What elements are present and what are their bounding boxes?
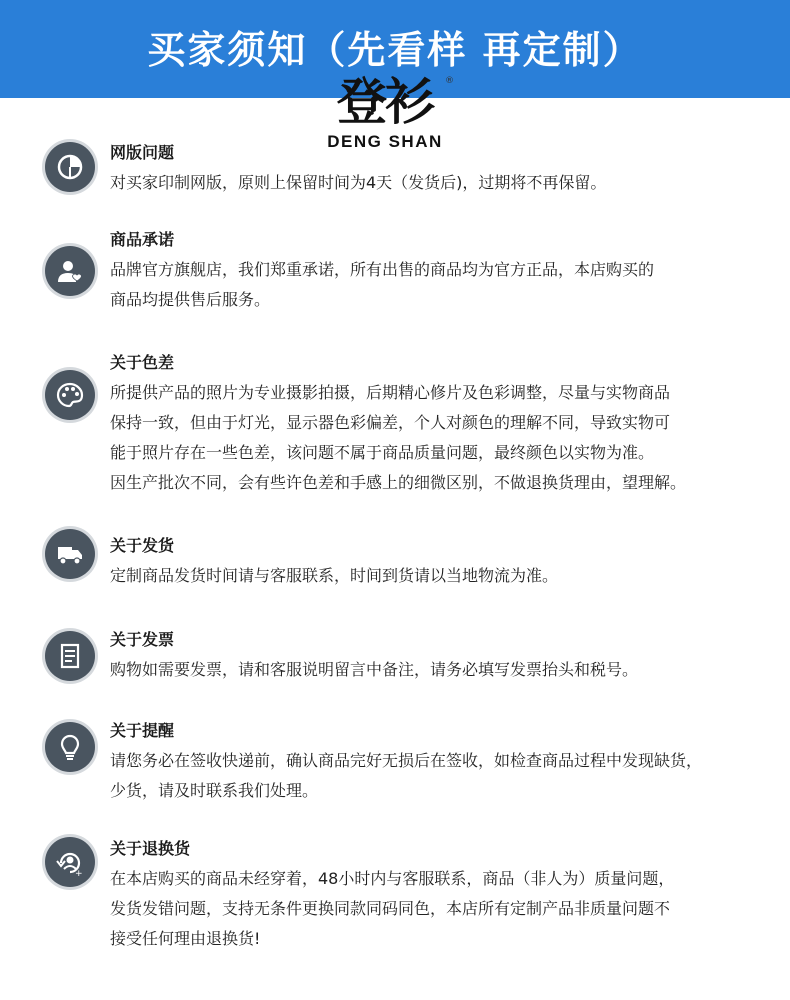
section-title: 关于发票: [110, 630, 175, 649]
svg-text:+: +: [75, 869, 83, 877]
section-text: 商品均提供售后服务。: [110, 290, 271, 309]
truck-icon: [45, 529, 95, 579]
return-service-icon: [45, 837, 95, 887]
section-text: 购物如需要发票，请和客服说明留言中备注，请务必填写发票抬头和税号。: [110, 660, 639, 679]
section-text: 在本店购买的商品未经穿着，48小时内与客服联系，商品（非人为）质量问题，: [110, 869, 675, 888]
lightbulb-icon: [45, 722, 95, 772]
user-heart-icon: [45, 246, 95, 296]
logo-mark: 登衫: [337, 73, 433, 131]
section-text: 保持一致，但由于灯光，显示器色彩偏差，个人对颜色的理解不同，导致实物可: [110, 413, 671, 432]
section-text: 能于照片存在一些色差，该问题不属于商品质量问题，最终颜色以实物为准。: [110, 443, 655, 462]
section-title: 关于发货: [110, 536, 175, 555]
section-title: 商品承诺: [110, 230, 175, 249]
section-title: 关于提醒: [110, 721, 175, 740]
section-title: 关于退换货: [110, 839, 191, 858]
brand-logo: [310, 74, 460, 166]
invoice-icon: [45, 631, 95, 681]
section-title: 关于色差: [110, 353, 175, 372]
film-reel-icon: [45, 142, 95, 192]
logo-brand-name: DENG SHAN: [327, 132, 443, 151]
section-text: 因生产批次不同，会有些许色差和手感上的细微区别，不做退换货理由，望理解。: [110, 473, 687, 492]
section-title: 网版问题: [110, 143, 175, 162]
section-text: 请您务必在签收快递前，确认商品完好无损后在签收，如检查商品过程中发现缺货，: [110, 751, 703, 770]
registered-mark: ®: [445, 76, 454, 86]
section-text: 对买家印制网版，原则上保留时间为4天（发货后)，过期将不再保留。: [110, 173, 607, 192]
page-title: 买家须知（先看样 再定制）: [147, 27, 643, 72]
section-text: 接受任何理由退换货!: [110, 929, 261, 948]
section-text: 品牌官方旗舰店，我们郑重承诺，所有出售的商品均为官方正品，本店购买的: [110, 260, 655, 279]
section-text: 定制商品发货时间请与客服联系，时间到货请以当地物流为准。: [110, 566, 559, 585]
section-text: 少货，请及时联系我们处理。: [110, 781, 319, 800]
section-text: 发货发错问题，支持无条件更换同款同码同色，本店所有定制产品非质量问题不: [110, 899, 671, 918]
section-text: 所提供产品的照片为专业摄影拍摄，后期精心修片及色彩调整，尽量与实物商品: [110, 383, 671, 402]
palette-icon: [45, 370, 95, 420]
